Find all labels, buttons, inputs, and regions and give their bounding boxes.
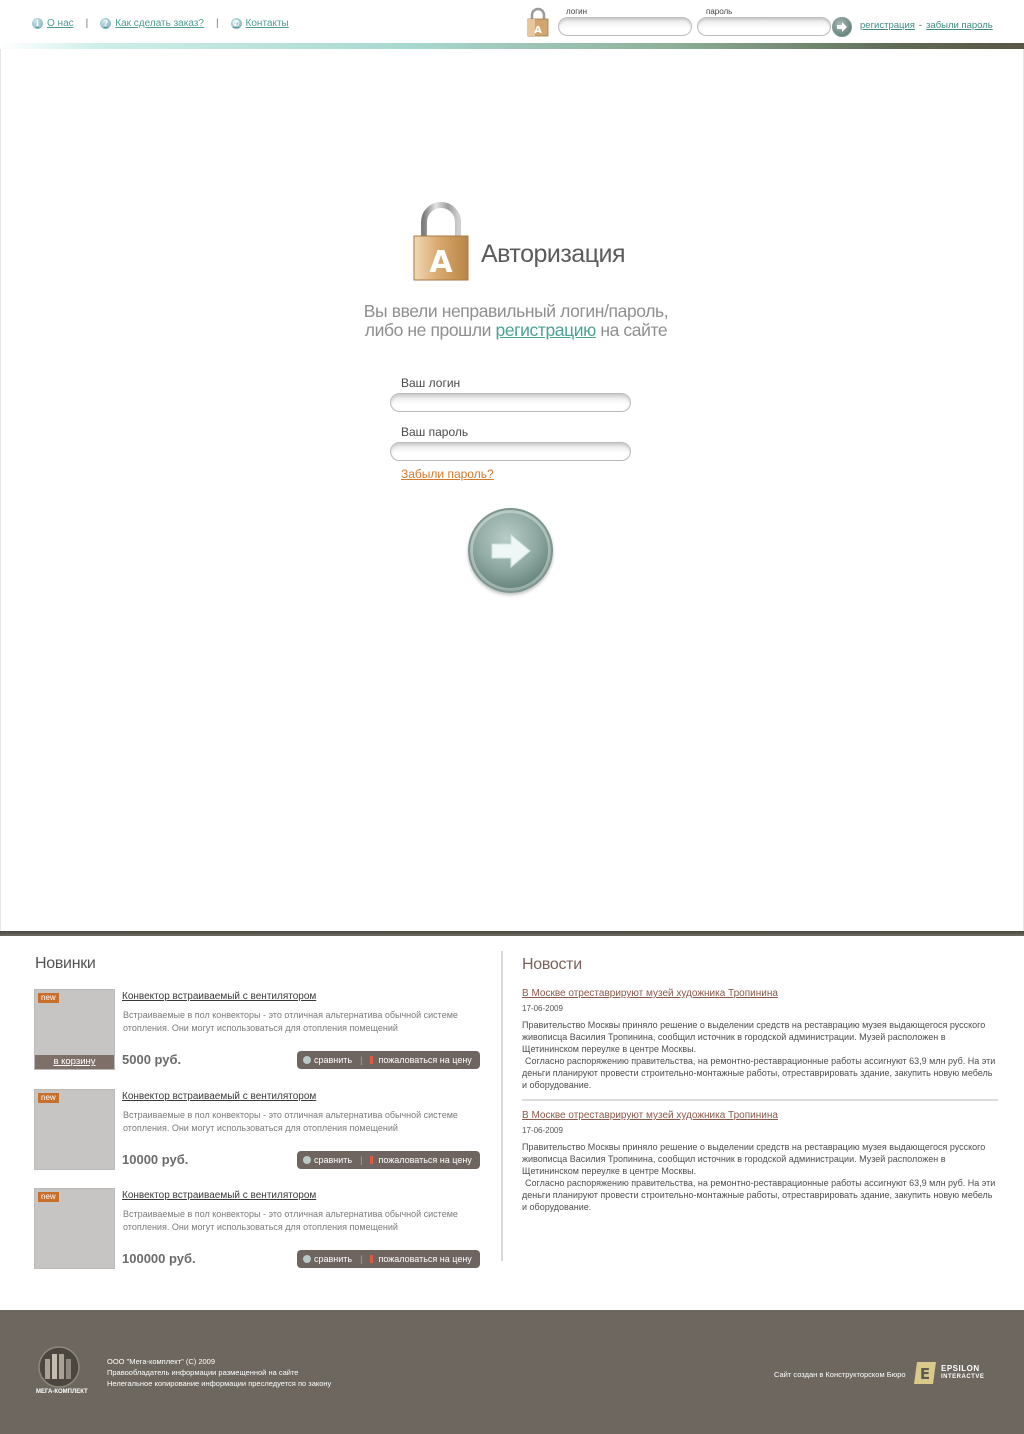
- new-badge: new: [38, 1192, 59, 1202]
- product-image[interactable]: [34, 989, 115, 1070]
- product-actions: [297, 1151, 480, 1169]
- footer-copyright: [107, 1356, 331, 1389]
- nav-contacts[interactable]: [231, 18, 289, 29]
- forgot-password-link[interactable]: забыли пароль: [926, 20, 993, 31]
- epsilon-logo-icon[interactable]: [913, 1361, 937, 1385]
- product-price: 100000 руб.: [122, 1251, 196, 1266]
- auth-error-line1: Вы ввели неправильный логин/пароль,: [363, 301, 669, 321]
- complaint-icon: [370, 1156, 373, 1164]
- nav-how-to-order-label: Как сделать заказ?: [115, 18, 204, 29]
- action-separator: |: [360, 1055, 363, 1065]
- new-items-title: Новинки: [35, 955, 96, 972]
- studio-name-line: EPSILON: [941, 1364, 980, 1373]
- top-password-input[interactable]: [697, 17, 831, 36]
- auth-error-line2: [341, 321, 691, 340]
- product-image[interactable]: [34, 1188, 115, 1269]
- news-paragraph: Согласно распоряжению правительства, на ремонтно-реставрационные работы ассигнуют 63,9 млн руб. На эти деньги планируют провести строительно-монтажные работы, отреставрировать здание, закупить новую мебель и оборудование.: [522, 1178, 996, 1212]
- arrow-right-icon: [836, 22, 848, 32]
- page-title: Авторизация: [481, 240, 626, 268]
- help-icon: ?: [100, 18, 111, 29]
- compare-button[interactable]: сравнить: [314, 1155, 353, 1165]
- complaint-icon: [370, 1056, 373, 1064]
- top-password-label: пароль: [706, 7, 733, 16]
- compare-button[interactable]: сравнить: [314, 1254, 353, 1264]
- studio-name: [941, 1365, 984, 1381]
- top-login-submit-button[interactable]: [832, 17, 852, 37]
- top-nav: [32, 18, 289, 29]
- copyright-line: Правообладатель информации размещенной на сайте: [107, 1368, 299, 1377]
- auth-panel: [0, 49, 1024, 931]
- complain-price-button[interactable]: пожаловаться на цену: [378, 1055, 472, 1065]
- news-date: 17-06-2009: [522, 1126, 563, 1135]
- studio-name-line: INTERACTVE: [941, 1374, 985, 1380]
- registration-link[interactable]: регистрацию: [495, 320, 596, 340]
- top-account-links: [860, 20, 993, 31]
- top-bar: [0, 0, 1024, 44]
- password-label: Ваш пароль: [401, 425, 469, 439]
- product-actions: [297, 1250, 480, 1268]
- product-description: Встраиваемые в пол конвекторы - это отличная альтернатива обычной системе отопления. Они могут использоваться для отопления помещений: [123, 1209, 458, 1232]
- news-item: [522, 988, 998, 1091]
- contacts-icon: ✆: [231, 18, 242, 29]
- news-paragraph: Согласно распоряжению правительства, на ремонтно-реставрационные работы ассигнуют 63,9 млн руб. На эти деньги планируют провести строительно-монтажные работы, отреставрировать здание, закупить новую мебель и оборудование.: [522, 1056, 996, 1090]
- column-divider: [501, 951, 503, 1261]
- copyright-line: ООО "Мега-комплект" (С) 2009: [107, 1357, 216, 1366]
- news-body: [522, 1019, 998, 1091]
- content-band-rule: [0, 931, 1024, 936]
- news-headline-link[interactable]: В Москве отреставрируют музей художника Тропинина: [522, 1110, 778, 1121]
- product-description: Встраиваемые в пол конвекторы - это отличная альтернатива обычной системе отопления. Они могут использоваться для отопления помещений: [123, 1110, 458, 1133]
- nav-separator: |: [85, 18, 89, 29]
- product-card: [34, 989, 480, 1071]
- new-badge: new: [38, 993, 59, 1003]
- arrow-right-icon: [489, 533, 533, 569]
- nav-how-to-order[interactable]: [100, 18, 204, 29]
- news-title: Новости: [522, 956, 582, 973]
- compare-button[interactable]: сравнить: [314, 1055, 353, 1065]
- company-logo-text: МЕГА-КОМПЛЕКТ: [36, 1389, 88, 1395]
- top-login-input[interactable]: [558, 17, 692, 36]
- complain-price-button[interactable]: пожаловаться на цену: [378, 1254, 472, 1264]
- padlock-icon: [412, 202, 470, 282]
- info-icon: i: [32, 18, 43, 29]
- auth-error-prefix: либо не прошли: [364, 320, 492, 340]
- product-description: Встраиваемые в пол конвекторы - это отличная альтернатива обычной системе отопления. Они могут использоваться для отопления помещений: [123, 1010, 458, 1033]
- product-card: [34, 1089, 480, 1171]
- made-by-text: Сайт создан в Конструкторском Бюро: [774, 1370, 906, 1379]
- compare-icon: [303, 1056, 311, 1064]
- svg-text:A: A: [534, 25, 542, 36]
- nav-separator: |: [215, 18, 219, 29]
- news-item: [522, 1110, 998, 1213]
- complain-price-button[interactable]: пожаловаться на цену: [378, 1155, 472, 1165]
- svg-text:A: A: [429, 245, 453, 280]
- product-image[interactable]: [34, 1089, 115, 1170]
- auth-error-suffix: на сайте: [600, 320, 668, 340]
- news-body: [522, 1141, 998, 1213]
- login-submit-button[interactable]: [468, 508, 553, 593]
- news-divider: [522, 1099, 998, 1101]
- product-price: 10000 руб.: [122, 1152, 189, 1167]
- nav-about[interactable]: [32, 18, 74, 29]
- register-link[interactable]: регистрация: [860, 20, 915, 31]
- product-price: 5000 руб.: [122, 1052, 182, 1067]
- footer: [0, 1310, 1024, 1434]
- compare-icon: [303, 1156, 311, 1164]
- nav-about-label: О нас: [47, 18, 74, 29]
- product-name-link[interactable]: Конвектор встраиваемый с вентилятором: [122, 1190, 317, 1201]
- product-name-link[interactable]: Конвектор встраиваемый с вентилятором: [122, 991, 317, 1002]
- login-label: Ваш логин: [401, 376, 461, 390]
- news-paragraph: Правительство Москвы приняло решение о выделении средств на реставрацию музея выдающегося русского живописца Василия Тропинина, сообщил источник в городской администрации. Музей расположен в Щетининском переулке в центре Москвы.: [522, 1020, 986, 1054]
- nav-contacts-label: Контакты: [245, 18, 289, 29]
- new-badge: new: [38, 1093, 59, 1103]
- news-headline-link[interactable]: В Москве отреставрируют музей художника Тропинина: [522, 988, 778, 999]
- product-card: [34, 1188, 480, 1270]
- forgot-password-link[interactable]: Забыли пароль?: [401, 467, 494, 481]
- svg-text:E: E: [919, 1365, 931, 1383]
- compare-icon: [303, 1255, 311, 1263]
- login-input[interactable]: [390, 393, 631, 412]
- auth-error-message: [341, 302, 691, 340]
- lock-icon: [527, 7, 549, 37]
- link-separator: -: [918, 20, 923, 31]
- top-login-label: логин: [566, 7, 588, 16]
- news-paragraph: Правительство Москвы приняло решение о выделении средств на реставрацию музея выдающегося русского живописца Василия Тропинина, сообщил источник в городской администрации. Музей расположен в Щетининском переулке в центре Москвы.: [522, 1142, 986, 1176]
- product-actions: [297, 1051, 480, 1069]
- action-separator: |: [360, 1155, 363, 1165]
- add-to-cart-button[interactable]: в корзину: [35, 1055, 114, 1069]
- copyright-line: Нелегальное копирование информации преследуется по закону: [107, 1379, 332, 1388]
- complaint-icon: [370, 1255, 373, 1263]
- product-name-link[interactable]: Конвектор встраиваемый с вентилятором: [122, 1091, 317, 1102]
- action-separator: |: [360, 1254, 363, 1264]
- password-input[interactable]: [390, 442, 631, 461]
- news-date: 17-06-2009: [522, 1004, 563, 1013]
